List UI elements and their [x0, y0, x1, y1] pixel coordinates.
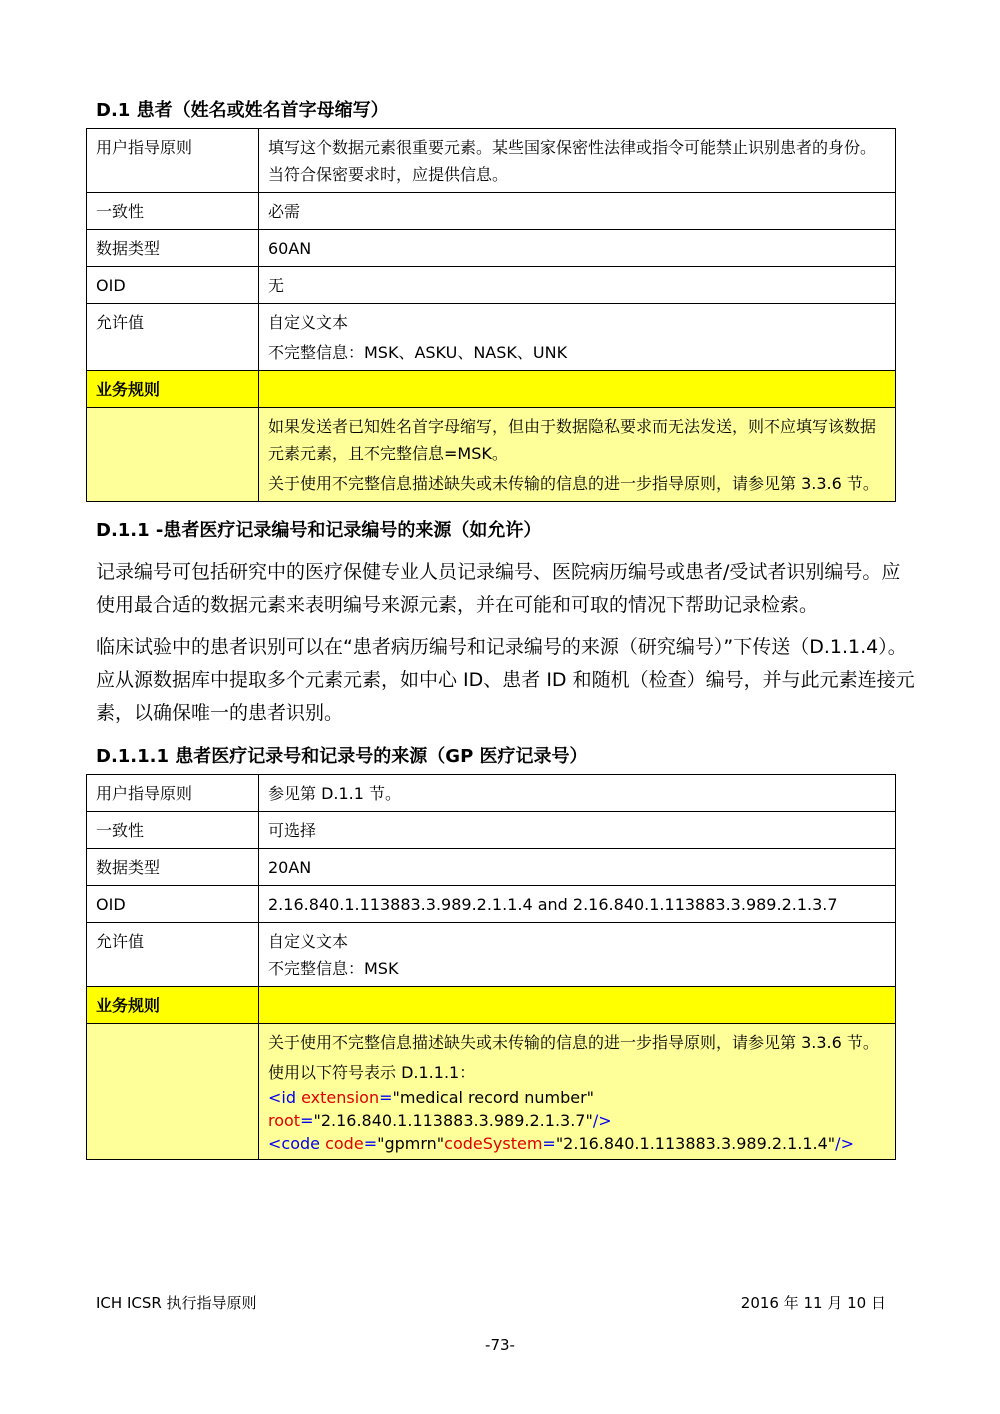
row-value: 可选择 — [259, 812, 896, 849]
business-rules-header-empty — [259, 987, 896, 1024]
row-label: 允许值 — [87, 304, 259, 371]
code-equals: = — [542, 1134, 556, 1153]
table-row — [87, 812, 896, 849]
code-attribute: extension — [301, 1088, 380, 1107]
code-tag: <code — [268, 1134, 320, 1153]
business-rules-label: 业务规则 — [87, 987, 259, 1024]
allowed-value-line: 自定义文本 — [268, 313, 349, 332]
section-heading-d1: D.1 患者（姓名或姓名首字母缩写） — [96, 100, 389, 121]
row-value — [259, 923, 896, 987]
page-number: -73- — [485, 1336, 515, 1354]
row-value: 参见第 D.1.1 节。 — [259, 775, 896, 812]
code-equals: = — [300, 1111, 314, 1130]
business-rules-header-empty — [259, 371, 896, 408]
body-paragraph: 临床试验中的患者识别可以在“患者病历编号和记录编号的来源（研究编号）”下传送（D.1.1.4）。应从源数据库中提取多个元素元素，如中心 ID、患者 ID 和随机（检查）编号，并与此元素连接元素，以确保唯一的患者识别。 — [96, 636, 915, 724]
business-rule-text: 如果发送者已知姓名首字母缩写，但由于数据隐私要求而无法发送，则不应填写该数据元素元素，且不完整信息=MSK。 — [268, 417, 877, 463]
code-attribute: root — [268, 1111, 301, 1130]
xml-code-sample — [268, 1086, 887, 1155]
allowed-value-line: 自定义文本 — [268, 932, 349, 951]
code-value: "2.16.840.1.113883.3.989.2.1.3.7" — [313, 1111, 593, 1130]
footer-document-title: ICH ICSR 执行指导原则 — [96, 1294, 257, 1312]
allowed-value-line: 不完整信息：MSK — [268, 959, 399, 978]
row-label: 数据类型 — [87, 230, 259, 267]
section-heading-d11: D.1.1 -患者医疗记录编号和记录编号的来源（如允许） — [96, 520, 542, 541]
row-label: OID — [87, 886, 259, 923]
table-row — [87, 230, 896, 267]
code-line — [268, 1086, 887, 1109]
business-rules-header-row — [87, 371, 896, 408]
business-rules-content — [259, 1024, 896, 1160]
row-label: 一致性 — [87, 193, 259, 230]
row-value: 无 — [259, 267, 896, 304]
code-line — [268, 1109, 887, 1132]
code-equals: = — [363, 1134, 378, 1153]
code-attribute: code — [325, 1134, 364, 1153]
code-line — [268, 1132, 887, 1155]
business-rules-empty — [87, 1024, 259, 1160]
code-value: "medical record number" — [392, 1088, 595, 1107]
business-rules-row — [87, 1024, 896, 1160]
row-value: 填写这个数据元素很重要元素。某些国家保密性法律或指令可能禁止识别患者的身份。当符合保密要求时，应提供信息。 — [259, 129, 896, 193]
spec-table-d111 — [86, 774, 896, 1160]
body-paragraph: 记录编号可包括研究中的医疗保健专业人员记录编号、医院病历编号或患者/受试者识别编号。应使用最合适的数据元素来表明编号来源元素，并在可能和可取的情况下帮助记录检索。 — [96, 561, 901, 616]
code-equals: = — [379, 1088, 393, 1107]
business-rules-label: 业务规则 — [87, 371, 259, 408]
row-label: OID — [87, 267, 259, 304]
business-rules-content — [259, 408, 896, 502]
spec-table-d1 — [86, 128, 896, 502]
table-row — [87, 193, 896, 230]
business-rules-empty — [87, 408, 259, 502]
business-rules-row — [87, 408, 896, 502]
table-row — [87, 886, 896, 923]
business-rule-text: 使用以下符号表示 D.1.1.1： — [268, 1063, 476, 1082]
row-label: 允许值 — [87, 923, 259, 987]
table-row — [87, 775, 896, 812]
allowed-value-line: 不完整信息：MSK、ASKU、NASK、UNK — [268, 343, 568, 362]
table-row — [87, 923, 896, 987]
code-tag-close: /> — [592, 1111, 612, 1130]
row-value: 必需 — [259, 193, 896, 230]
code-value: "gpmrn" — [377, 1134, 445, 1153]
row-label: 用户指导原则 — [87, 129, 259, 193]
table-row — [87, 849, 896, 886]
row-value — [259, 304, 896, 371]
code-tag: <id — [268, 1088, 297, 1107]
table-row — [87, 304, 896, 371]
row-label: 一致性 — [87, 812, 259, 849]
row-value: 60AN — [259, 230, 896, 267]
code-attribute: codeSystem — [444, 1134, 543, 1153]
business-rule-text: 关于使用不完整信息描述缺失或未传输的信息的进一步指导原则，请参见第 3.3.6 节。 — [268, 1033, 879, 1052]
row-label: 数据类型 — [87, 849, 259, 886]
code-value: "2.16.840.1.113883.3.989.2.1.1.4" — [555, 1134, 836, 1153]
code-tag-close: /> — [835, 1134, 854, 1153]
row-value: 2.16.840.1.113883.3.989.2.1.1.4 and 2.16.840.1.113883.3.989.2.1.3.7 — [259, 886, 896, 923]
row-value: 20AN — [259, 849, 896, 886]
row-label: 用户指导原则 — [87, 775, 259, 812]
business-rules-header-row — [87, 987, 896, 1024]
table-row — [87, 129, 896, 193]
business-rule-text: 关于使用不完整信息描述缺失或未传输的信息的进一步指导原则，请参见第 3.3.6 节。 — [268, 474, 879, 493]
table-row — [87, 267, 896, 304]
footer-date: 2016 年 11 月 10 日 — [740, 1294, 886, 1312]
section-heading-d111: D.1.1.1 患者医疗记录号和记录号的来源（GP 医疗记录号） — [96, 746, 588, 767]
